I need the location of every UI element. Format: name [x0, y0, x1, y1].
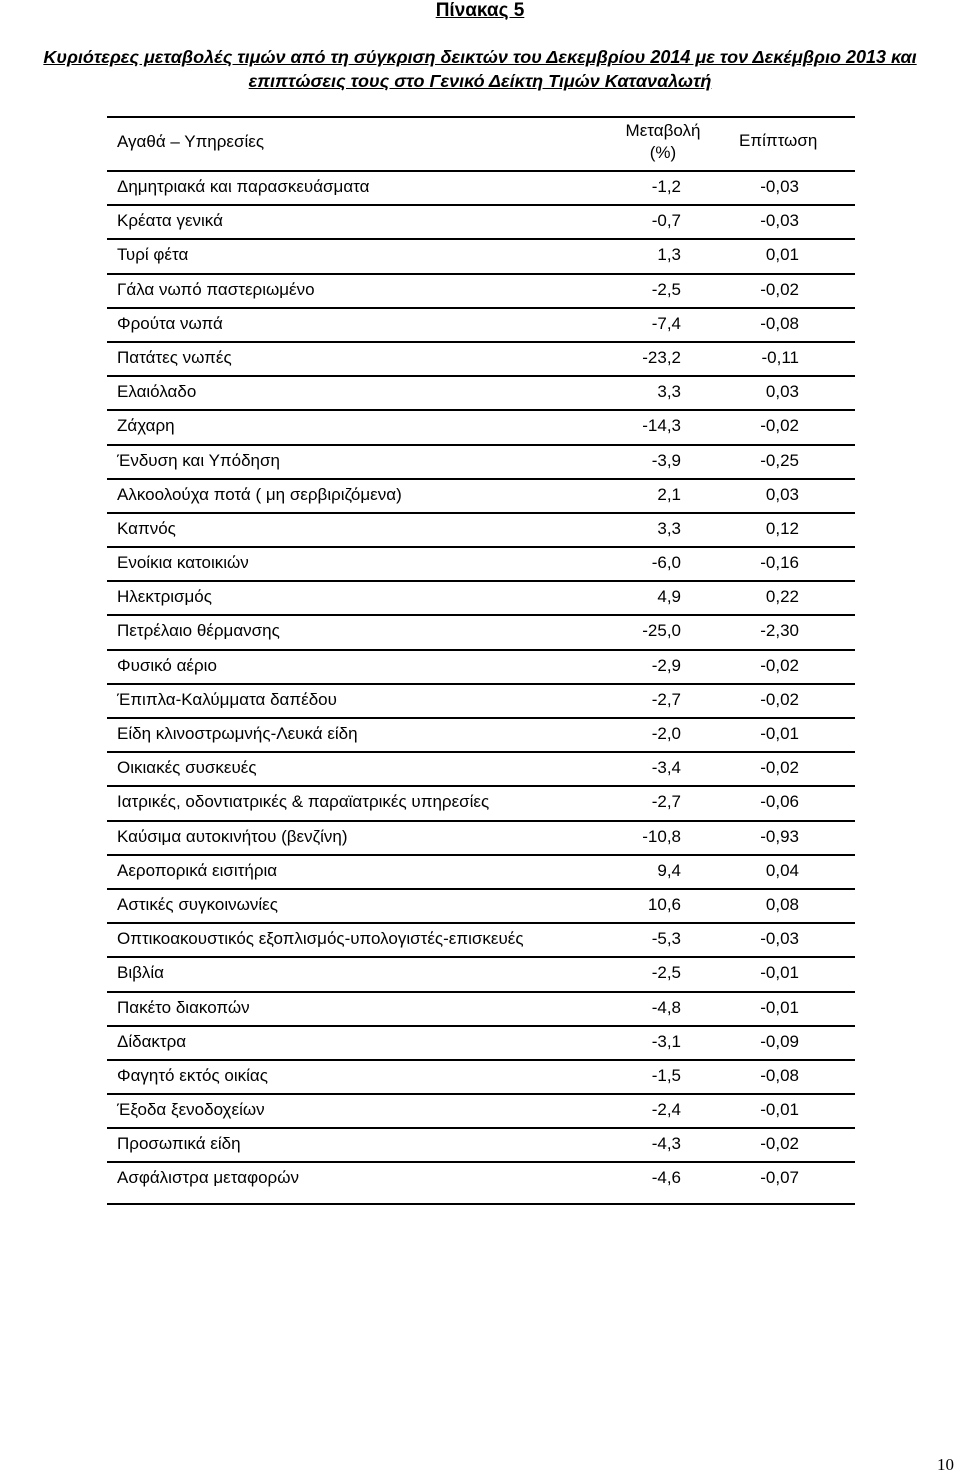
table-row	[107, 582, 855, 616]
table-row	[107, 1095, 855, 1129]
row-change: -2,7	[651, 689, 681, 709]
table-row	[107, 343, 855, 377]
row-item: Αστικές συγκοινωνίες	[117, 894, 278, 914]
row-impact: 0,12	[765, 518, 799, 538]
row-item: Βιβλία	[117, 963, 164, 983]
row-change: -2,0	[651, 724, 681, 743]
row-change: -3,4	[651, 758, 681, 778]
row-change: -7,4	[651, 313, 681, 333]
table-row	[107, 240, 855, 274]
row-item: Καύσιμα αυτοκινήτου (βενζίνη)	[117, 826, 348, 846]
table-body	[107, 172, 855, 1203]
row-change: 2,1	[657, 484, 681, 504]
row-item: Τυρί φέτα	[117, 245, 189, 265]
table-row	[107, 309, 855, 343]
row-impact: -0,09	[760, 1031, 799, 1051]
page-number: 10	[937, 1455, 954, 1474]
row-impact: 0,03	[765, 484, 799, 504]
row-impact: -0,08	[760, 1065, 799, 1085]
row-item: Φαγητό εκτός οικίας	[117, 1065, 268, 1085]
row-item: Ένδυση και Υπόδηση	[117, 450, 280, 470]
table-row	[107, 1061, 855, 1095]
table-row	[107, 480, 855, 514]
table-row	[107, 856, 855, 890]
row-change: -3,9	[651, 450, 681, 470]
row-impact: 0,03	[765, 382, 799, 402]
row-item: Πακέτο διακοπών	[117, 997, 250, 1017]
row-impact: 0,22	[765, 587, 799, 607]
row-impact: -0,93	[760, 826, 799, 846]
header-change-line-1: Μεταβολή	[625, 121, 701, 140]
row-impact: -0,02	[760, 758, 799, 778]
header-item: Αγαθά – Υπηρεσίες	[117, 132, 265, 151]
table-row	[107, 514, 855, 548]
row-item: Οπτικοακουστικός εξοπλισμός-υπολογιστές-επισκευές	[117, 929, 524, 949]
row-change: -1,2	[651, 177, 681, 196]
row-impact: -0,25	[760, 450, 799, 470]
table-caption	[0, 45, 960, 93]
table-row	[107, 924, 855, 958]
row-impact: -2,30	[760, 621, 799, 641]
row-item: Καπνός	[117, 518, 176, 538]
row-change: -5,3	[651, 929, 681, 949]
row-item: Ζάχαρη	[117, 416, 175, 436]
table-row	[107, 206, 855, 240]
row-item: Κρέατα γενικά	[117, 211, 223, 231]
row-impact: -0,02	[760, 655, 799, 675]
row-change: 1,3	[657, 245, 681, 265]
row-impact: -0,02	[760, 689, 799, 709]
row-impact: -0,01	[760, 724, 799, 743]
row-item: Φυσικό αέριο	[117, 655, 217, 675]
row-change: -25,0	[642, 621, 681, 641]
table-heading: Πίνακας 5	[435, 0, 525, 21]
caption-line-1: Κυριότερες μεταβολές τιμών από τη σύγκριση δεικτών του Δεκεμβρίου 2014 με τον Δεκέμβριο 2013 και	[43, 47, 917, 67]
row-change: 3,3	[657, 382, 681, 402]
row-impact: -0,01	[760, 1100, 799, 1120]
table-row	[107, 993, 855, 1027]
row-change: -2,5	[651, 963, 681, 983]
row-impact: -0,01	[760, 997, 799, 1017]
row-change: 3,3	[657, 518, 681, 538]
row-change: -4,8	[651, 997, 681, 1017]
row-change: -1,5	[651, 1065, 681, 1085]
row-change: -10,8	[642, 826, 681, 846]
row-change: -23,2	[642, 347, 681, 367]
table-row	[107, 890, 855, 924]
price-changes-table	[107, 116, 855, 1205]
row-item: Δημητριακά και παρασκευάσματα	[117, 177, 370, 196]
row-impact: 0,08	[765, 894, 799, 914]
row-item: Ενοίκια κατοικιών	[117, 553, 249, 573]
table-header-row	[107, 118, 855, 172]
row-item: Ελαιόλαδο	[117, 382, 197, 402]
row-item: Έξοδα ξενοδοχείων	[117, 1100, 265, 1120]
row-change: -6,0	[651, 553, 681, 573]
row-change: -14,3	[642, 416, 681, 436]
row-change: -0,7	[651, 211, 681, 231]
row-impact: -0,06	[760, 792, 799, 812]
row-impact: -0,02	[760, 1134, 799, 1154]
table-row	[107, 1129, 855, 1163]
row-impact: -0,03	[760, 929, 799, 949]
row-item: Αεροπορικά εισιτήρια	[117, 860, 278, 880]
caption-line-2: επιπτώσεις τους στο Γενικό Δείκτη Τιμών Καταναλωτή	[248, 71, 712, 91]
header-change-line-2: (%)	[649, 143, 677, 162]
row-item: Δίδακτρα	[117, 1031, 187, 1051]
header-change	[617, 120, 709, 164]
row-item: Προσωπικά είδη	[117, 1134, 241, 1154]
row-change: -2,4	[651, 1100, 681, 1120]
table-row	[107, 753, 855, 787]
table-row	[107, 275, 855, 309]
table-row	[107, 787, 855, 821]
row-impact: -0,08	[760, 313, 799, 333]
row-item: Πετρέλαιο θέρμανσης	[117, 621, 280, 641]
table-row	[107, 1163, 855, 1203]
row-change: 9,4	[657, 860, 681, 880]
table-row	[107, 685, 855, 719]
row-item: Γάλα νωπό παστεριωμένο	[117, 279, 315, 299]
row-change: -4,3	[651, 1134, 681, 1154]
row-impact: -0,02	[760, 416, 799, 436]
row-item: Ηλεκτρισμός	[117, 587, 212, 607]
row-item: Πατάτες νωπές	[117, 347, 232, 367]
table-row	[107, 958, 855, 992]
row-impact: -0,11	[761, 347, 799, 367]
row-item: Ιατρικές, οδοντιατρικές & παραϊατρικές υπηρεσίες	[117, 792, 490, 812]
table-row	[107, 616, 855, 650]
table-row	[107, 651, 855, 685]
row-item: Φρούτα νωπά	[117, 313, 223, 333]
row-impact: 0,01	[765, 245, 799, 265]
header-impact: Επίπτωση	[739, 131, 818, 150]
row-item: Αλκοολούχα ποτά ( μη σερβιριζόμενα)	[117, 484, 402, 504]
row-change: 4,9	[657, 587, 681, 607]
row-change: -3,1	[651, 1031, 681, 1051]
row-impact: -0,07	[760, 1168, 799, 1188]
table-row	[107, 377, 855, 411]
row-impact: -0,01	[760, 963, 799, 983]
row-impact: -0,02	[760, 279, 799, 299]
row-item: Οικιακές συσκευές	[117, 758, 257, 778]
table-row	[107, 719, 855, 753]
table-row	[107, 446, 855, 480]
row-change: -2,7	[651, 792, 681, 812]
table-row	[107, 822, 855, 856]
row-item: Ασφάλιστρα μεταφορών	[117, 1168, 299, 1188]
table-row	[107, 1027, 855, 1061]
row-change: -4,6	[651, 1168, 681, 1188]
table-row	[107, 411, 855, 445]
row-change: -2,5	[651, 279, 681, 299]
row-change: -2,9	[651, 655, 681, 675]
row-impact: -0,03	[760, 211, 799, 231]
row-item: Έπιπλα-Καλύμματα δαπέδου	[117, 689, 337, 709]
table-row	[107, 548, 855, 582]
row-impact: -0,03	[760, 177, 799, 196]
row-item: Είδη κλινοστρωμνής-Λευκά είδη	[117, 724, 358, 743]
row-change: 10,6	[647, 894, 681, 914]
table-row	[107, 172, 855, 206]
row-impact: 0,04	[765, 860, 799, 880]
row-impact: -0,16	[760, 553, 799, 573]
